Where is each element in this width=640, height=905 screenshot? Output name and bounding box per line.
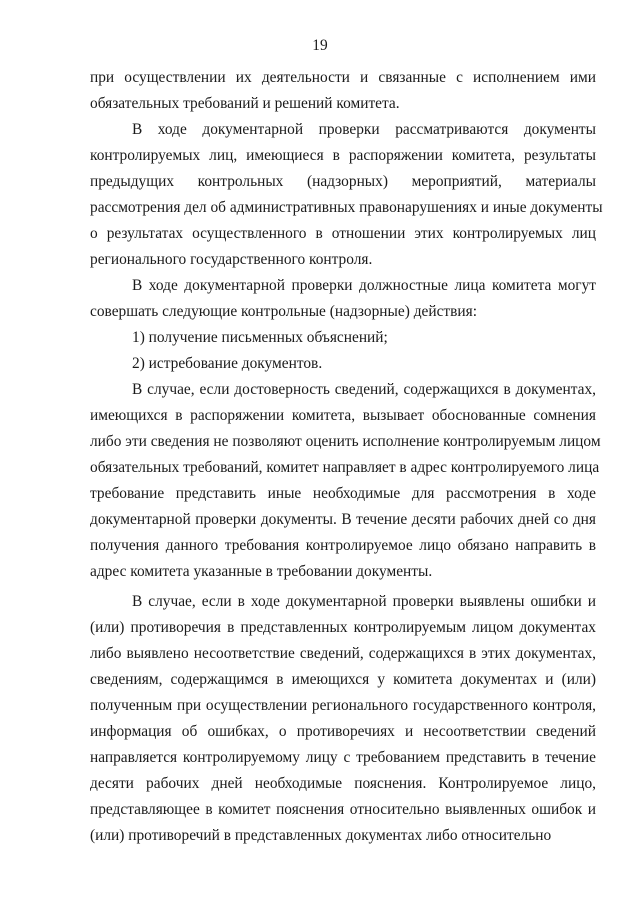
text-line: В ходе документарной проверки должностные лица комитета могут bbox=[132, 277, 596, 294]
text-line: направляется контролируемому лицу с требованием представить в течение bbox=[90, 749, 596, 766]
text-line: либо эти сведения не позволяют оценить исполнение контролируемым лицом bbox=[90, 433, 601, 450]
text-line: предыдущих контрольных (надзорных) мероприятий, материалы bbox=[90, 173, 596, 190]
text-line: В случае, если в ходе документарной проверки выявлены ошибки и bbox=[132, 593, 596, 610]
paragraph bbox=[90, 117, 603, 273]
text-line: В случае, если достоверность сведений, содержащихся в документах, bbox=[132, 381, 596, 398]
text-line: регионального государственного контроля. bbox=[90, 251, 373, 268]
text-line: при осуществлении их деятельности и связанные с исполнением ими bbox=[90, 69, 596, 86]
paragraph bbox=[90, 325, 596, 351]
text-line: представляющее в комитет пояснения относительно выявленных ошибок и bbox=[90, 801, 596, 818]
text-line: сведениям, содержащимся в имеющихся у комитета документах и (или) bbox=[90, 671, 596, 688]
text-line: информация об ошибках, о противоречиях и несоответствии сведений bbox=[90, 723, 596, 740]
text-line: обязательных требований, комитет направляет в адрес контролируемого лица bbox=[90, 459, 600, 476]
text-line: требование представить иные необходимые для рассмотрения в ходе bbox=[90, 485, 596, 502]
page-number: 19 bbox=[312, 37, 328, 54]
paragraph bbox=[90, 351, 596, 377]
text-line: (или) противоречия в представленных контролируемым лицом документах bbox=[90, 619, 596, 636]
text-line: получения данного требования контролируемое лицо обязано направить в bbox=[90, 537, 596, 554]
text-line: документарной проверки документы. В течение десяти рабочих дней со дня bbox=[90, 511, 596, 528]
text-line: 2) истребование документов. bbox=[132, 355, 323, 372]
text-line: полученным при осуществлении регионального государственного контроля, bbox=[90, 697, 596, 714]
paragraph bbox=[90, 273, 596, 325]
text-line: (или) противоречий в представленных документах либо относительно bbox=[90, 827, 552, 844]
text-line: либо выявлено несоответствие сведений, содержащихся в этих документах, bbox=[90, 645, 596, 662]
text-line: о результатах осуществленного в отношении этих контролируемых лиц bbox=[90, 225, 596, 242]
text-line: совершать следующие контрольные (надзорные) действия: bbox=[90, 303, 478, 320]
paragraph bbox=[90, 377, 601, 585]
text-line: обязательных требований и решений комитета. bbox=[90, 95, 400, 112]
paragraph bbox=[90, 65, 596, 117]
paragraph bbox=[90, 589, 596, 849]
text-line: 1) получение письменных объяснений; bbox=[132, 329, 388, 346]
document-body bbox=[90, 65, 603, 849]
text-line: имеющихся в распоряжении комитета, вызывает обоснованные сомнения bbox=[90, 407, 596, 424]
text-line: В ходе документарной проверки рассматриваются документы bbox=[132, 121, 596, 138]
text-line: адрес комитета указанные в требовании документы. bbox=[90, 563, 433, 580]
text-line: контролируемых лиц, имеющиеся в распоряжении комитета, результаты bbox=[90, 147, 596, 164]
text-line: рассмотрения дел об административных правонарушениях и иные документы bbox=[90, 199, 603, 216]
text-line: десяти рабочих дней необходимые пояснения. Контролируемое лицо, bbox=[90, 775, 596, 792]
